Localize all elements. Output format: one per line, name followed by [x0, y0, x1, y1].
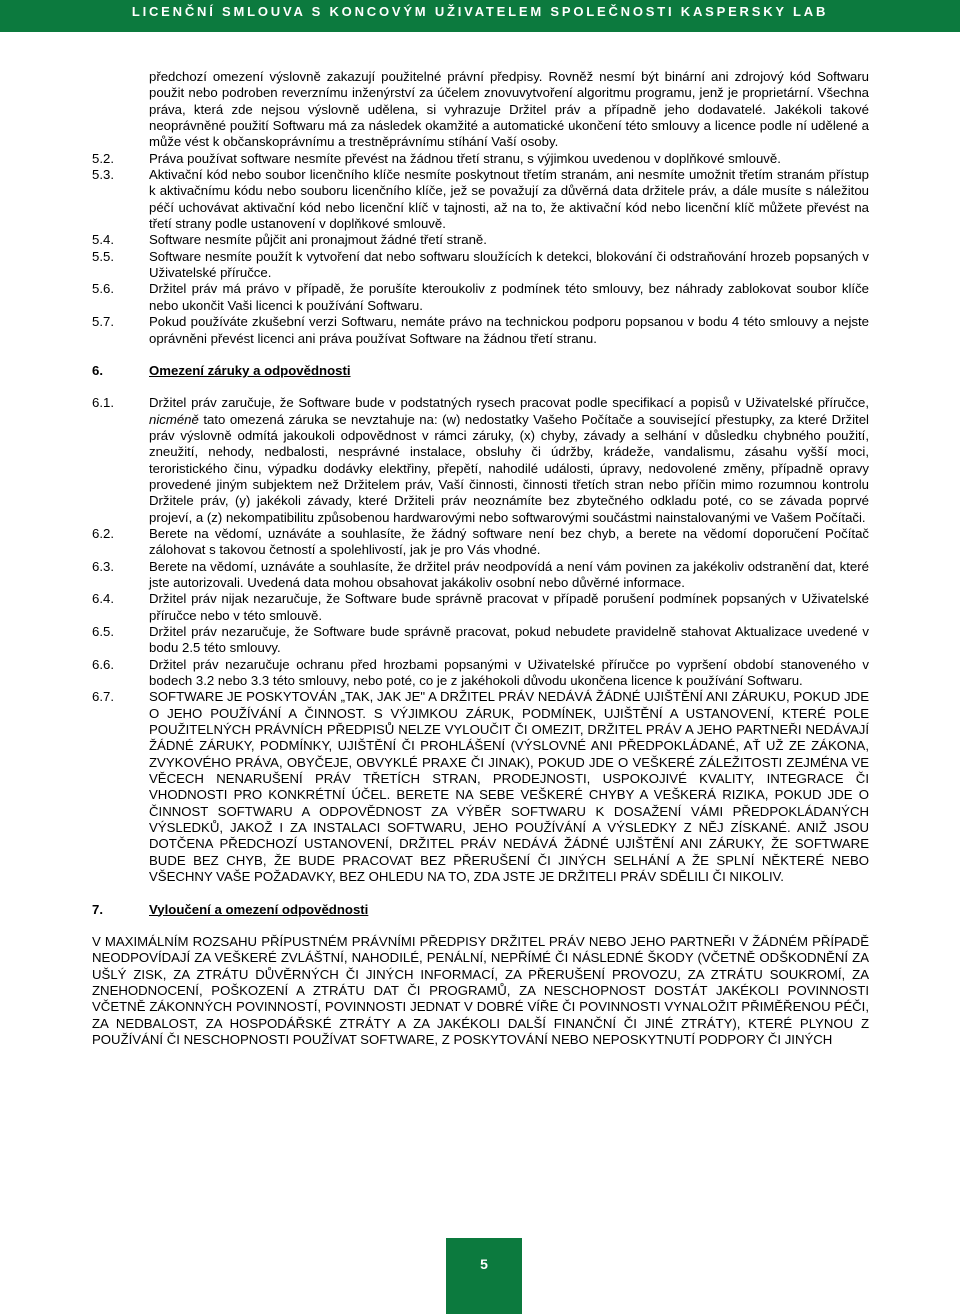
section-title: Omezení záruky a odpovědnosti	[149, 362, 351, 378]
clause-5-3	[92, 167, 869, 232]
clause-6-5	[92, 624, 869, 657]
section-number: 6.	[92, 362, 103, 378]
clause-text: SOFTWARE JE POSKYTOVÁN „TAK, JAK JE" A DRŽITEL PRÁV NEDÁVÁ ŽÁDNÉ UJIŠTĚNÍ ANI ZÁRUKU, POKUD JDE O JEHO POUŽÍVÁNÍ A ČINNOST. S VÝJIMKOU ZÁRUK, PODMÍNEK, UJIŠTĚNÍ A USTANOVENÍ, KTERÉ POLE POUŽITELNÝCH PRÁVNÍCH PŘEDPISŮ NELZE VYLOUČIT ČI OMEZIT, DRŽITEL PRÁV A JEHO PARTNEŘI NEDÁVAJÍ ŽÁDNÉ ZÁRUKY, PODMÍNKY, UJIŠTĚNÍ ČI PROHLÁŠENÍ (VÝSLOVNÉ ANI PŘEDPOKLÁDANÉ, AŤ UŽ ZE ZÁKONA, ZVYKOVÉHO PRÁVA, OBYČEJE, OBVYKLÉ PRAXE ČI JINAK), POKUD JDE O VEŠKERÉ ZÁLEŽITOSTI ZEJMÉNA VE VĚCECH NENARUŠENÍ PRÁV TŘETÍCH STRAN, PRODEJNOSTI, USPOKOJIVÉ KVALITY, INTEGRACE ČI VHODNOSTI PRO KONKRÉTNÍ ÚČEL. BERETE NA SEBE VEŠKERÉ CHYBY A VEŠKERÁ RIZIKA, POKUD JDE O ČINNOST SOFTWARU A ODPOVĚDNOST ZA VÝBĚR SOFTWARU K DOSAŽENÍ VÁMI PŘEDPOKLÁDANÝCH VÝSLEDKŮ, JAKOŽ I ZA INSTALACI SOFTWARU, JEHO POUŽÍVÁNÍ A VÝSLEDKY Z NĚJ ZÍSKANÉ. ANIŽ JSOU DOTČENA PŘEDCHOZÍ USTANOVENÍ, DRŽITEL PRÁV NEDÁVÁ ŽÁDNÉ UJIŠTĚNÍ ANI ZÁRUKY, ŽE SOFTWARE BUDE BEZ CHYB, ŽE BUDE PRACOVAT BEZ PŘERUŠENÍ ČI JINÝCH SELHÁNÍ A ŽE SPLNÍ NĚKTERÉ NEBO VŠECHNY VAŠE POŽADAVKY, BEZ OHLEDU NA TO, ZDA JSTE JE DRŽITELI PRÁV SDĚLILI ČI NIKOLIV.	[149, 689, 869, 885]
spacer	[92, 886, 869, 902]
clause-number: 6.1.	[92, 395, 114, 411]
clause-text-italic: nicméně	[149, 411, 199, 427]
clause-text: Berete na vědomí, uznáváte a souhlasíte, že držitel práv neodpovídá a není vám povinen za jakékoliv odstranění dat, které jste autorizovali. Uvedená data mohou obsahovat jakákoliv osobní nebo důvěrné informace.	[149, 558, 869, 590]
clause-text: Práva používat software nesmíte převést na žádnou třetí stranu, s výjimkou uvedenou v doplňkové smlouvě.	[149, 150, 781, 166]
clause-text: Aktivační kód nebo soubor licenčního klíče nesmíte poskytnout třetím stranám, ani nesmíte umožnit třetím stranám přístup k aktivačnímu kódu nebo souboru licenčního klíče, jež se považují za důvěrná data držitele práv, a dále musíte s náležitou péčí uchovávat aktivační kód nebo licenční klíč v tajnosti, až na to, že aktivační kód nebo licenční klíč můžete převést na třetí strany podle ustanovení v doplňkové smlouvě.	[149, 167, 869, 232]
clause-5-7	[92, 314, 869, 347]
clause-text-part: tato omezená záruka se nevztahuje na: (w) nedostatky Vašeho Počítače a související přestupky, za které Držitel práv výslovně odmítá jakoukoli odpovědnost v rámci záruky, (x) chyby, závady a selhání v důsledku chybného použití, zneužití, nehody, nedbalosti, nesprávné instalace, obsluhy či údržby, krádeže, vandalismu, zásahu vyšší moci, teroristického činu, výpadku dodávky elektřiny, přepětí, nahodilé události, úpravy, nedovolené změny, případně opravy provedené jiným subjektem než Držitelem práv, Vaší činnosti, činnosti třetích stran nebo příčin mimo rozumnou kontrolu Držitele práv, (y) jakékoli závady, které Držiteli práv neoznámíte bez zbytečného odkladu poté, co se závada poprvé projeví, a (z) nekompatibilitu způsobenou hardwarovými nebo softwarovými součástmi nainstalovanými ve Vašem Počítači.	[149, 411, 869, 525]
document-body	[92, 69, 869, 1048]
spacer	[92, 918, 869, 934]
section-6-heading	[92, 363, 869, 379]
clause-number: 6.6.	[92, 656, 114, 672]
spacer	[92, 379, 869, 395]
clause-number: 5.6.	[92, 281, 114, 297]
clause-number: 6.2.	[92, 525, 114, 541]
clause-number: 6.4.	[92, 591, 114, 607]
clause-6-1	[92, 395, 869, 526]
clause-text: Software nesmíte použít k vytvoření dat nebo softwaru sloužících k detekci, blokování či odstraňování hrozeb popsaných v Uživatelské příručce.	[149, 248, 869, 281]
clause-5-6	[92, 281, 869, 314]
clause-number: 6.5.	[92, 624, 114, 639]
clause-text: Berete na vědomí, uznáváte a souhlasíte, že žádný software není bez chyb, a berete na vědomí doporučení Počítač zálohovat s takovou četností a spolehlivostí, jak je pro Vás vhodné.	[149, 525, 869, 558]
spacer	[92, 347, 869, 363]
clause-6-4	[92, 591, 869, 624]
clause-number: 6.3.	[92, 558, 114, 574]
header-bar	[0, 0, 960, 32]
page-number-box	[446, 1238, 522, 1314]
clause-text-part: Držitel práv zaručuje, že Software bude v podstatných rysech pracovat podle specifikací a popisů v Uživatelské příručce,	[149, 395, 869, 411]
clause-6-2	[92, 526, 869, 559]
clause-number: 6.7.	[92, 689, 114, 705]
clause-text: Pokud používáte zkušební verzi Softwaru, nemáte právo na technickou podporu popsanou v bodu 4 této smlouvy a nejste oprávněni převést licenci ani práva používat Software na žádnou třetí stranu.	[149, 314, 869, 346]
clause-text: Software nesmíte půjčit ani pronajmout žádné třetí straně.	[149, 232, 487, 248]
clause-text: Držitel práv nezaručuje, že Software bude správně pracovat, pokud nebudete pravidelně stahovat Aktualizace uvedené v bodu 2.5 této smlouvy.	[149, 624, 869, 656]
clause-number: 5.7.	[92, 314, 114, 330]
document-title: LICENČNÍ SMLOUVA S KONCOVÝM UŽIVATELEM SPOLEČNOSTI KASPERSKY LAB	[131, 4, 829, 19]
section-7-heading	[92, 902, 869, 918]
clause-number: 5.3.	[92, 167, 114, 183]
section-title: Vyloučení a omezení odpovědnosti	[149, 901, 369, 917]
clause-text: Držitel práv má právo v případě, že porušíte kteroukoliv z podmínek této smlouvy, bez náhrady zablokovat soubor klíče nebo ukončit Vaši licenci k používání Softwaru.	[149, 281, 869, 313]
clause-6-7	[92, 689, 869, 885]
clause-number: 5.5.	[92, 248, 114, 264]
section-number: 7.	[92, 901, 103, 917]
clause-6-3	[92, 559, 869, 592]
clause-number: 5.4.	[92, 232, 114, 248]
clause-5-2	[92, 151, 869, 167]
clause-text: Držitel práv nezaručuje ochranu před hrozbami popsanými v Uživatelské příručce po vypršení období stanoveného v bodech 3.2 nebo 3.3 této smlouvy, nebo poté, co je z jakéhokoli důvodu ukončena licence k používání Softwaru.	[149, 656, 869, 689]
clause-6-6	[92, 657, 869, 690]
intro-paragraph: předchozí omezení výslovně zakazují použitelné právní předpisy. Rovněž nesmí být binární ani zdrojový kód Softwaru použit nebo podroben reverznímu inženýrství za účelem znovuvytvoření algoritmu programu, jenž je proprietární. Všechna práva, která zde nejsou výslovně udělena, si vyhrazuje Držitel práv a případně jeho dodavatelé. Jakékoli takové neoprávněné použití Softwaru má za následek okamžité a automatické ukončení této smlouvy a licence podle ní udělené a může vést k občanskoprávnímu a trestněprávnímu stíhání Vaší osoby.	[149, 69, 869, 150]
clause-number: 5.2.	[92, 150, 114, 166]
clause-text	[149, 395, 869, 526]
page-number: 5	[480, 1256, 488, 1272]
clause-text: Držitel práv nijak nezaručuje, že Software bude správně pracovat v případě porušení podmínek popsaných v Uživatelské příručce nebo v této smlouvě.	[149, 591, 869, 623]
section-7-paragraph: V MAXIMÁLNÍM ROZSAHU PŘÍPUSTNÉM PRÁVNÍMI PŘEDPISY DRŽITEL PRÁV NEBO JEHO PARTNEŘI V ŽÁDNÉM PŘÍPADĚ NEODPOVÍDAJÍ ZA VEŠKERÉ ZVLÁŠTNÍ, NAHODILÉ, PENÁLNÍ, NEPŘÍMÉ ČI NÁSLEDNÉ ŠKODY (VČETNĚ ODŠKODNĚNÍ ZA UŠLÝ ZISK, ZA ZTRÁTU DŮVĚRNÝCH ČI JINÝCH INFORMACÍ, ZA PŘERUŠENÍ PROVOZU, ZA ZTRÁTU SOUKROMÍ, ZA ZNEHODNOCENÍ, POŠKOZENÍ A ZTRÁTU DAT ČI PROGRAMŮ, ZA NESCHOPNOST DOSTÁT JAKÉKOLI POVINNOSTI VČETNĚ ZÁKONNÝCH POVINNOSTÍ, POVINNOSTI JEDNAT V DOBRÉ VÍŘE ČI POVINNOSTI VYNALOŽIT PŘIMĚŘENOU PÉČI, ZA NEDBALOST, ZA HOSPODÁŘSKÉ ZTRÁTY A ZA JAKÉKOLI DALŠÍ FINANČNÍ ČI JINÉ ZTRÁTY), KTERÉ PLYNOU Z POUŽÍVÁNÍ ČI NESCHOPNOSTI POUŽÍVAT SOFTWARE, Z POSKYTOVÁNÍ NEBO NEPOSKYTNUTÍ PODPORY ČI JINÝCH	[92, 933, 869, 1047]
clause-5-4	[92, 232, 869, 248]
clause-5-5	[92, 249, 869, 282]
